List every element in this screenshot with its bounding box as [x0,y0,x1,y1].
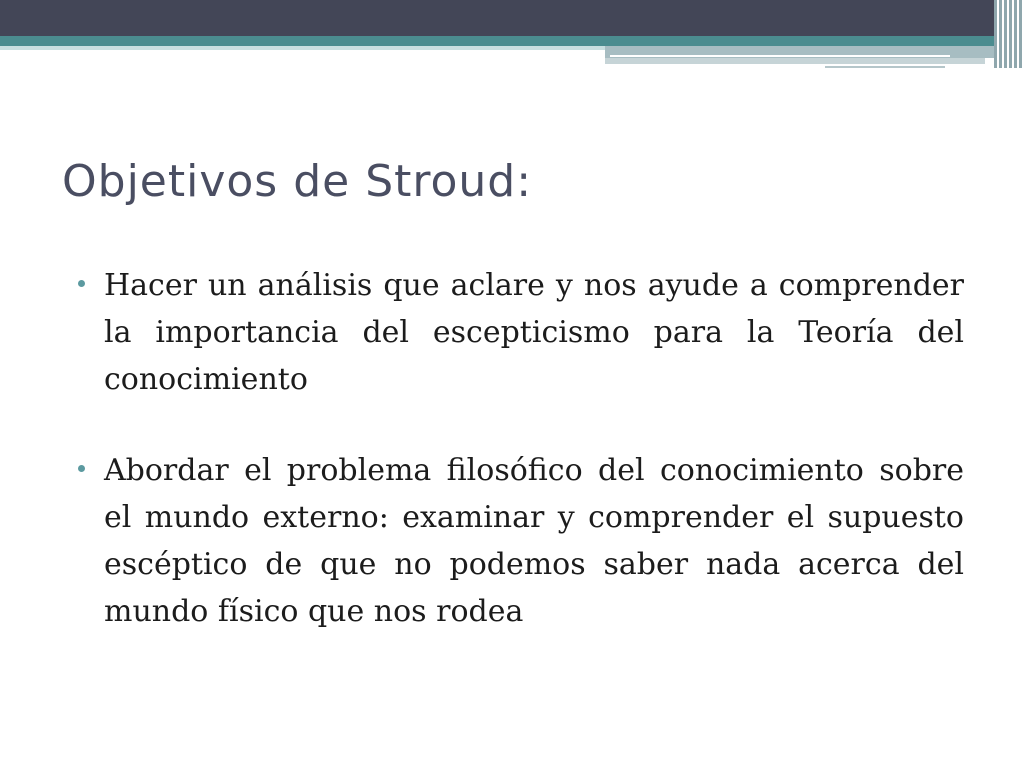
bullet-text: Abordar el problema filosófico del conocimiento sobre el mundo externo: examinar y comprender el supuesto escéptico de que no podemos saber nada acerca del mundo físico que nos rodea [104,453,964,629]
bullet-text: Hacer un análisis que aclare y nos ayude a comprender la importancia del escepticismo para la Teoría del conocimiento [104,268,964,397]
slide-title: Objetivos de Stroud: [62,156,533,207]
bullet-list [74,262,964,679]
header-vertical-stripes [994,0,1024,68]
header-white-line [610,55,950,57]
bullet-item [74,447,964,635]
header-light-teal-strip [0,46,605,50]
header-dark-bar [0,0,1024,36]
bullet-marker-icon [78,465,85,472]
header-gray-band-lower [605,58,985,64]
bullet-item [74,262,964,403]
header-teal-band [0,36,1024,46]
bullet-marker-icon [78,280,85,287]
header-thin-line [825,66,945,68]
